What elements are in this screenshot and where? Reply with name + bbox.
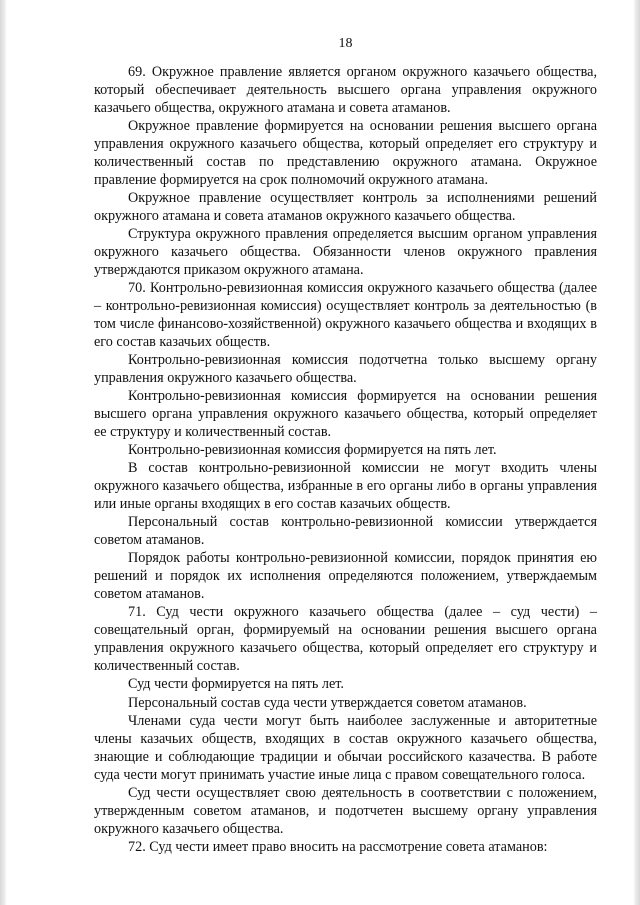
- paragraph: Окружное правление формируется на основании решения высшего органа управления окружного казачьего общества, который определяет его структуру и количественный состав по представлению окружного атамана. Окружное правление формируется на срок полномочий окружного атамана.: [94, 118, 597, 188]
- scan-edge-right: [634, 0, 640, 905]
- document-page: [94, 36, 597, 857]
- paragraph-71: 71. Суд чести окружного казачьего общества (далее – суд чести) – совещательный орган, формируемый на основании решения высшего органа управления окружного казачьего общества, который определяет его структуру и количественный состав.: [94, 604, 597, 675]
- paragraph: Контрольно-ревизионная комиссия формируется на основании решения высшего органа управления окружного казачьего общества, который определяет ее структуру и количественный состав.: [94, 388, 597, 440]
- paragraph: Порядок работы контрольно-ревизионной комиссии, порядок принятия ею решений и порядок их исполнения определяются положением, утверждаемым советом атаманов.: [94, 550, 597, 603]
- paragraph: Контрольно-ревизионная комиссия формируется на пять лет.: [128, 442, 497, 459]
- paragraph: Суд чести осуществляет свою деятельность в соответствии с положением, утвержденным советом атаманов, и подотчетен высшему органу управления окружного казачьего общества.: [94, 784, 597, 837]
- scan-edge-left: [0, 0, 6, 905]
- page-number: 18: [338, 36, 353, 51]
- paragraph: Персональный состав контрольно-ревизионной комиссии утверждается советом атаманов.: [94, 514, 597, 549]
- paragraph-72: 72. Суд чести имеет право вносить на рассмотрение совета атаманов:: [128, 838, 548, 855]
- paragraph: Суд чести формируется на пять лет.: [128, 676, 344, 693]
- paragraph-69: 69. Окружное правление является органом окружного казачьего общества, который обеспечивает деятельность высшего органа управления окружного казачьего общества, окружного атамана и совета атаманов.: [94, 64, 597, 116]
- paragraph: Окружное правление осуществляет контроль за исполнениями решений окружного атамана и совета атаманов окружного казачьего общества.: [94, 189, 597, 224]
- paragraph: Персональный состав суда чести утверждается советом атаманов.: [128, 694, 527, 711]
- paragraph: В состав контрольно-ревизионной комиссии не могут входить члены окружного казачьего общества, избранные в его органы либо в органы управления или иные органы входящих в его состав казачьих обществ.: [94, 460, 597, 513]
- paragraph: Членами суда чести могут быть наиболее заслуженные и авторитетные члены казачьих обществ, входящих в состав окружного казачьего общества, знающие и соблюдающие традиции и обычаи российского казачества. В работе суда чести могут принимать участие иные лица с правом совещательного голоса.: [94, 712, 597, 783]
- paragraph: Структура окружного правления определяется высшим органом управления окружного казачьего общества. Обязанности членов окружного правления утверждаются приказом окружного атамана.: [94, 226, 597, 278]
- paragraph: Контрольно-ревизионная комиссия подотчетна только высшему органу управления окружного казачьего общества.: [94, 351, 597, 386]
- paragraph-70: 70. Контрольно-ревизионная комиссия окружного казачьего общества (далее – контрольно-ревизионная комиссия) осуществляет контроль за деятельностью (в том числе финансово-хозяйственной) окружного казачьего общества и входящих в его состав казачьих обществ.: [94, 280, 597, 350]
